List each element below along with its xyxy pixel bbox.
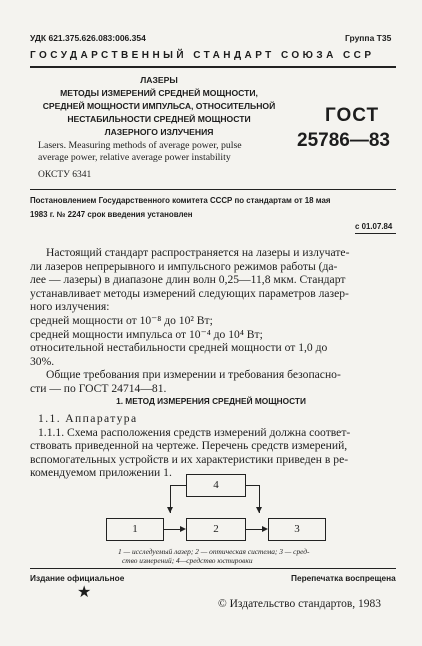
title-line: ЛАЗЕРНОГО ИЗЛУЧЕНИЯ <box>104 127 214 137</box>
list-item: 30%. <box>30 354 55 368</box>
list-item: относительной нестабильности средней мощности от 1,0 до <box>30 341 328 355</box>
title-rule <box>30 189 396 190</box>
date-underline <box>355 233 396 234</box>
title-line: МЕТОДЫ ИЗМЕРЕНИЙ СРЕДНЕЙ МОЩНОСТИ, <box>60 88 258 98</box>
box-alignment-tool: 4 <box>186 474 246 497</box>
official-edition: Издание официальное <box>30 573 125 583</box>
apparatus-section <box>30 412 396 480</box>
gost-label: ГОСТ <box>325 105 380 126</box>
text-line: 1.1.1. Схема расположения средств измерений должна соответ- <box>38 425 351 439</box>
text-line: ного излучения: <box>30 300 110 314</box>
arrow-line <box>170 485 186 486</box>
text-line: комендуемом приложении 1. <box>30 466 172 480</box>
reprint-prohibited: Перепечатка воспрещена <box>291 573 396 583</box>
caption-line: ство измерений; 4—средство юстировки <box>122 556 253 565</box>
group-code: Группа Т35 <box>345 33 392 43</box>
star-icon: ★ <box>77 584 92 601</box>
copyright: © Издательство стандартов, 1983 <box>218 598 382 610</box>
arrow-head <box>256 507 262 513</box>
list-item: средней мощности импульса от 10⁻⁴ до 10⁴ Вт; <box>30 327 263 341</box>
state-standard-banner: ГОСУДАРСТВЕННЫЙ СТАНДАРТ СОЮЗА ССР <box>30 50 375 61</box>
title-ru <box>28 74 290 139</box>
header-rule <box>30 66 396 68</box>
decree-line-2: 1983 г. № 2247 срок введения установлен <box>30 210 193 219</box>
decree-line-1: Постановлением Государственного комитета СССР по стандартам от 18 мая <box>30 196 331 205</box>
arrow-line <box>245 529 262 530</box>
box-optical-system: 2 <box>186 518 246 541</box>
text-line: сти — по ГОСТ 24714—81. <box>30 381 167 395</box>
box-measuring-instrument: 3 <box>268 518 326 541</box>
arrow-head <box>262 526 268 532</box>
caption-line: 1 — исследуемый лазер; 2 — оптическая система; 3 — сред- <box>118 547 310 556</box>
section-heading: 1. МЕТОД ИЗМЕРЕНИЯ СРЕДНЕЙ МОЩНОСТИ <box>116 396 306 406</box>
arrow-head <box>180 526 186 532</box>
text-line: Настоящий стандарт распространяется на лазеры и излучате- <box>46 246 350 259</box>
effective-date: с 01.07.84 <box>355 222 393 231</box>
intro-paragraph <box>30 246 396 396</box>
arrow-head <box>167 507 173 513</box>
okstu-code: ОКСТУ 6341 <box>38 170 92 180</box>
title-line: ЛАЗЕРЫ <box>140 75 178 85</box>
footer-rule <box>30 568 396 569</box>
arrow-line <box>163 529 180 530</box>
text-line: устанавливает методы измерений следующих параметров лазер- <box>30 286 349 300</box>
subsection-heading: 1.1. Аппаратура <box>38 412 138 425</box>
text-line: Общие требования при измерении и требования безопасно- <box>46 368 341 382</box>
text-line: ствовать приведенной на чертеже. Перечень средств измерений, <box>30 439 348 453</box>
list-item: средней мощности от 10⁻⁸ до 10² Вт; <box>30 313 213 327</box>
text-line: вспомогательных устройств и их характеристики приведен в ре- <box>30 452 349 466</box>
arrow-line <box>245 485 260 486</box>
text-line: ли лазеров непрерывного и импульсного режимов работы (да- <box>30 259 338 273</box>
box-laser: 1 <box>106 518 164 541</box>
title-en <box>38 140 242 163</box>
text-line: лее — лазеры) в диапазоне длин волн 0,25—11,8 мкм. Стандарт <box>30 273 346 287</box>
title-en-line: average power, relative average power instability <box>38 151 231 163</box>
title-line: НЕСТАБИЛЬНОСТИ СРЕДНЕЙ МОЩНОСТИ <box>67 114 251 124</box>
title-line: СРЕДНЕЙ МОЩНОСТИ ИМПУЛЬСА, ОТНОСИТЕЛЬНОЙ <box>42 101 276 111</box>
diagram-caption <box>118 547 309 565</box>
title-en-line: Lasers. Measuring methods of average power, pulse <box>38 140 242 151</box>
gost-number: 25786—83 <box>297 130 390 151</box>
udk-code: УДК 621.375.626.083:006.354 <box>30 33 146 43</box>
